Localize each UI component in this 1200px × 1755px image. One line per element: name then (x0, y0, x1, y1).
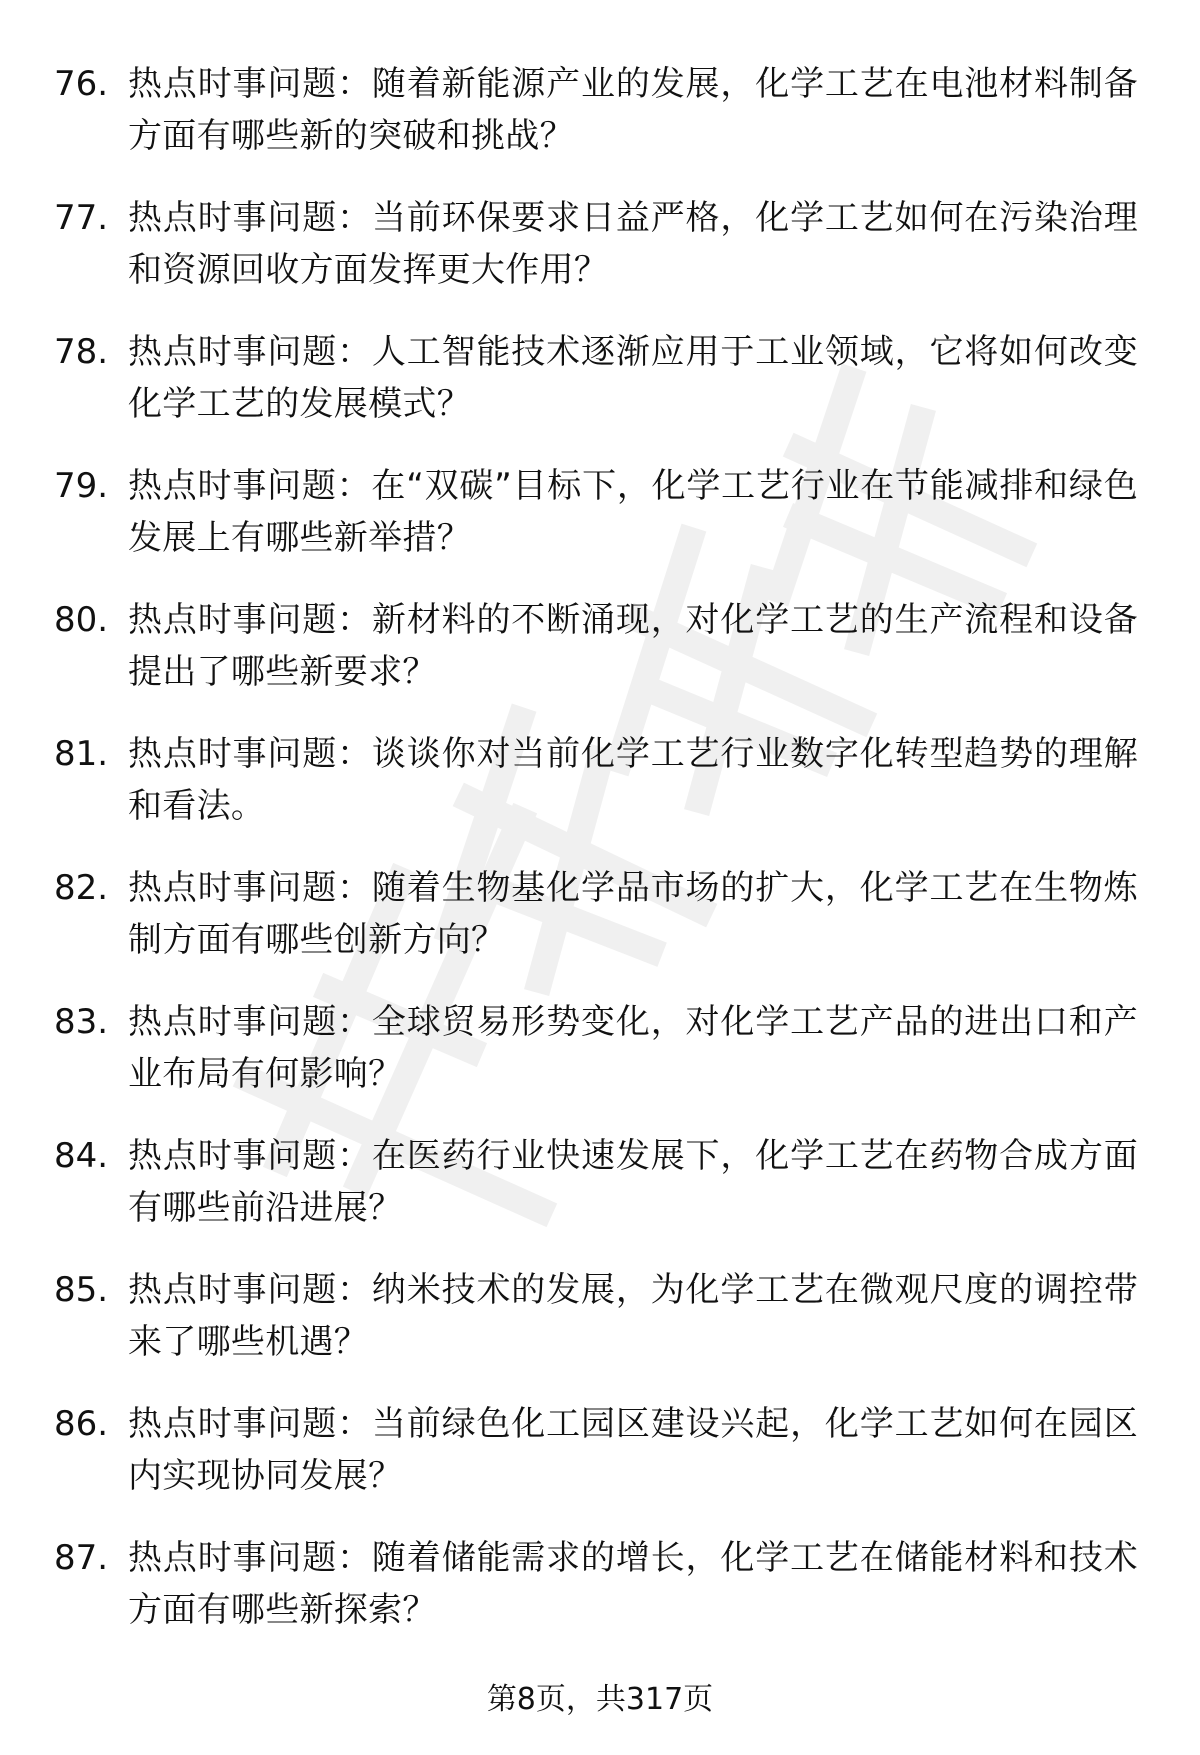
question-text: 热点时事问题：随着新能源产业的发展，化学工艺在电池材料制备方面有哪些新的突破和挑战？ (128, 64, 1138, 156)
question-item (0, 58, 1200, 192)
question-number: 82. (54, 868, 109, 908)
question-item (0, 1264, 1200, 1398)
question-item (0, 192, 1200, 326)
page-number: 第8页，共317页 (486, 1682, 714, 1717)
question-item (0, 1130, 1200, 1264)
question-text: 热点时事问题：随着生物基化学品市场的扩大，化学工艺在生物炼制方面有哪些创新方向？ (128, 868, 1138, 960)
question-item (0, 594, 1200, 728)
question-text: 热点时事问题：新材料的不断涌现，对化学工艺的生产流程和设备提出了哪些新要求？ (128, 600, 1138, 692)
question-item (0, 862, 1200, 996)
question-item (0, 326, 1200, 460)
question-text: 热点时事问题：人工智能技术逐渐应用于工业领域，它将如何改变化学工艺的发展模式？ (128, 332, 1138, 424)
question-item (0, 1398, 1200, 1532)
question-number: 77. (54, 198, 109, 238)
question-text: 热点时事问题：当前绿色化工园区建设兴起，化学工艺如何在园区内实现协同发展？ (128, 1404, 1138, 1496)
question-number: 85. (54, 1270, 109, 1310)
question-list (0, 58, 1200, 1666)
question-text: 热点时事问题：谈谈你对当前化学工艺行业数字化转型趋势的理解和看法。 (128, 734, 1138, 826)
question-text: 热点时事问题：纳米技术的发展，为化学工艺在微观尺度的调控带来了哪些机遇？ (128, 1270, 1138, 1362)
question-number: 81. (54, 734, 109, 774)
question-text: 热点时事问题：全球贸易形势变化，对化学工艺产品的进出口和产业布局有何影响？ (128, 1002, 1138, 1094)
question-text: 热点时事问题：随着储能需求的增长，化学工艺在储能材料和技术方面有哪些新探索？ (128, 1538, 1138, 1630)
question-item (0, 1532, 1200, 1666)
question-item (0, 996, 1200, 1130)
question-number: 84. (54, 1136, 109, 1176)
question-number: 76. (54, 64, 109, 104)
question-text: 热点时事问题：当前环保要求日益严格，化学工艺如何在污染治理和资源回收方面发挥更大作用？ (128, 198, 1138, 290)
question-number: 86. (54, 1404, 109, 1444)
question-number: 83. (54, 1002, 109, 1042)
question-text: 热点时事问题：在“双碳”目标下，化学工艺行业在节能减排和绿色发展上有哪些新举措？ (128, 466, 1138, 558)
question-number: 79. (54, 466, 109, 506)
question-item (0, 728, 1200, 862)
question-item (0, 460, 1200, 594)
question-number: 80. (54, 600, 109, 640)
question-number: 78. (54, 332, 109, 372)
question-number: 87. (54, 1538, 109, 1578)
question-text: 热点时事问题：在医药行业快速发展下，化学工艺在药物合成方面有哪些前沿进展？ (128, 1136, 1138, 1228)
